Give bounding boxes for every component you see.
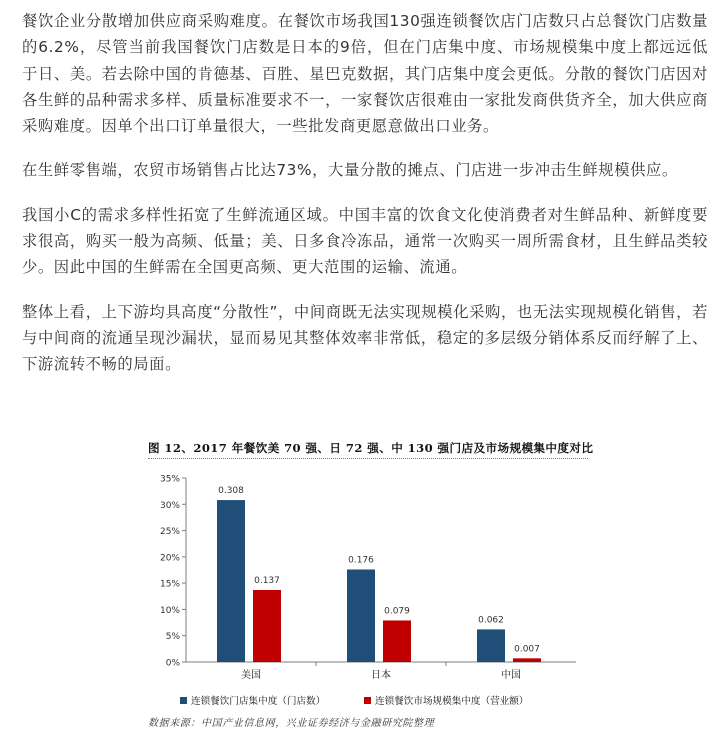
data-label: 0.079 — [384, 606, 410, 617]
article-paragraph: 我国小C的需求多样性拓宽了生鲜流通区域。中国丰富的饮食文化使消费者对生鲜品种、新鲜度要求很高，购买一般为高频、低量；美、日多食冷冻品，通常一次购买一周所需食材，且生鲜品类较少。因此中国的生鲜需在全国更高频、更大范围的运输、流通。 — [22, 205, 708, 277]
bar-1-1 — [383, 620, 411, 662]
figure-container — [144, 438, 594, 738]
figure-source: 数据来源：中国产业信息网，兴业证券经济与金融研究院整理 — [148, 718, 435, 729]
legend-label: 连锁餐饮门店集中度（门店数） — [191, 696, 326, 707]
data-label: 0.137 — [254, 575, 280, 586]
article-paragraph: 餐饮企业分散增加供应商采购难度。在餐饮市场我国130强连锁餐饮店门店数只占总餐饮门店数量的6.2%，尽管当前我国餐饮门店数是日本的9倍，但在门店集中度、市场规模集中度上都远远低于日、美。若去除中国的肯德基、百胜、星巴克数据，其门店集中度会更低。分散的餐饮门店因对各生鲜的品种需求多样、质量标准要求不一，一家餐饮店很难由一家批发商供货齐全，加大供应商采购难度。因单个出口订单量很大，一些批发商更愿意做出口业务。 — [22, 12, 708, 136]
x-category-label: 中国 — [501, 670, 521, 681]
legend-swatch — [180, 697, 187, 704]
y-tick-label: 10% — [159, 605, 180, 616]
bar-2-1 — [513, 658, 541, 662]
article-paragraph: 整体上看，上下游均具高度“分散性”，中间商既无法实现规模化采购，也无法实现规模化销售，若与中间商的流通呈现沙漏状，显而易见其整体效率非常低，稳定的多层级分销体系反而纾解了上、下游流转不畅的局面。 — [22, 302, 708, 374]
x-category-label: 日本 — [371, 670, 391, 681]
y-tick-label: 25% — [159, 527, 180, 538]
data-label: 0.062 — [478, 615, 504, 626]
y-tick-label: 0% — [165, 658, 180, 669]
x-category-label: 美国 — [241, 670, 261, 681]
article-body — [22, 8, 708, 396]
bar-0-1 — [253, 590, 281, 662]
y-tick-label: 20% — [159, 553, 180, 564]
legend-swatch — [364, 697, 371, 704]
y-tick-label: 5% — [165, 632, 180, 643]
legend-label: 连锁餐饮市场规模集中度（营业额） — [375, 696, 529, 707]
bar-chart — [144, 460, 584, 720]
y-tick-label: 30% — [159, 500, 180, 511]
bar-0-0 — [217, 500, 245, 662]
bar-2-0 — [477, 629, 505, 662]
data-label: 0.308 — [218, 486, 244, 497]
figure-title: 图 12、2017 年餐饮美 70 强、日 72 强、中 130 强门店及市场规模集中度对比 — [148, 440, 588, 459]
article-paragraph: 在生鲜零售端，农贸市场销售占比达73%，大量分散的摊点、门店进一步冲击生鲜规模供应。 — [22, 161, 678, 180]
data-label: 0.007 — [514, 644, 540, 655]
y-tick-label: 15% — [159, 579, 180, 590]
y-tick-label: 35% — [159, 474, 180, 485]
data-label: 0.176 — [348, 555, 374, 566]
bar-1-0 — [347, 569, 375, 662]
